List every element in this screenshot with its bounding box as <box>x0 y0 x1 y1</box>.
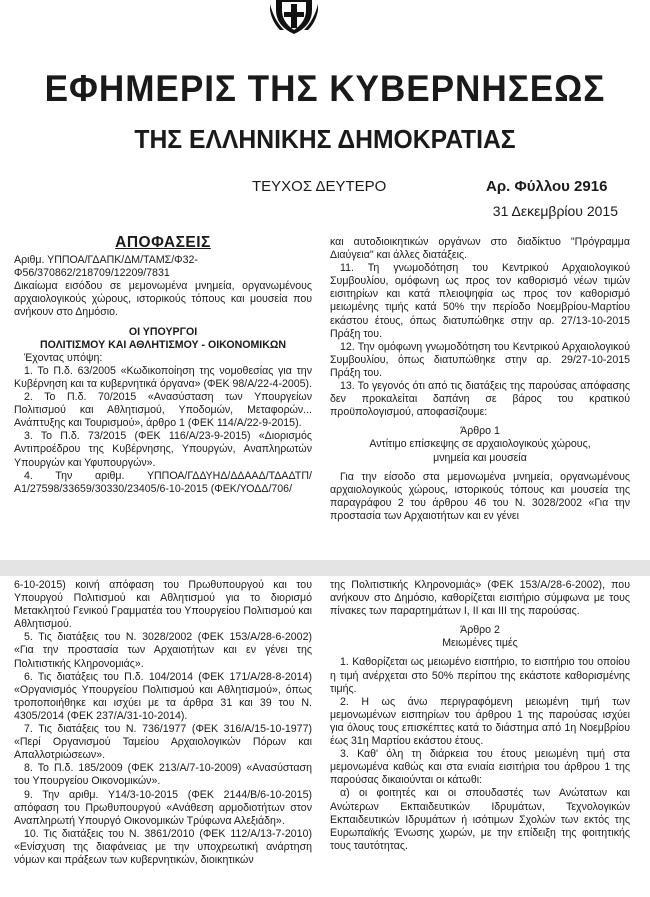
sheet-number: Αρ. Φύλλου 2916 <box>486 178 608 195</box>
greek-coat-of-arms-icon <box>270 0 318 34</box>
section-heading: ΑΠΟΦΑΣΕΙΣ <box>115 234 211 251</box>
issue-label: ΤΕΥΧΟΣ ΔΕΥΤΕΡΟ <box>252 178 387 195</box>
paragraph: της Πολιτιστικής Κληρονομιάς» (ΦΕΚ 153/Α/28-6-2002), που ανήκουν στο Δημόσιο, καθορίζεται εισιτήριο σύμφωνα με τους πίνακες των παραρτημάτων Ι, ΙΙ και ΙΙΙ της παρούσας. <box>330 579 630 618</box>
paragraph: α) οι φοιτητές και οι σπουδαστές των Ανώτατων και Ανώτερων Εκπαιδευτικών Ιδρυμάτων, Τεχνολογικών Εκπαιδευτικών Ιδρυμάτων ή ισότιμων Σχολών των εκτός της Ευρωπαϊκής Ένωσης χωρών, με την επίδειξη της φοιτητικής τους ταυτότητας. <box>330 787 630 852</box>
paragraph: 3. Καθ' όλη τη διάρκεια του έτους μειωμένη τιμή στα μεμονωμένα καθώς και στα ενιαία εισιτήρια του άρθρου 1 της παρούσας δικαιούνται οι κάτωθι: <box>330 748 630 787</box>
ministers-heading: ΠΟΛΙΤΙΣΜΟΥ ΚΑΙ ΑΘΛΗΤΙΣΜΟΥ - ΟΙΚΟΝΟΜΙΚΩΝ <box>39 338 287 351</box>
paragraph: 4. Την αριθμ. ΥΠΠΟΑ/ΓΔΔΥΗΔ/ΔΔΑΑΔ/ΤΔΑΔΤΠ/Α1/27598/33659/30330/23405/6-10-2015 (ΦΕΚ/ΥΟΔΔ/706/ <box>14 469 312 495</box>
paragraph: 10. Τις διατάξεις του Ν. 3861/2010 (ΦΕΚ 112/Α/13-7-2010) «Ενίσχυση της διαφάνειας με την υποχρεωτική ανάρτηση νόμων και πράξεων των κυβερνητικών, διοικητικών <box>14 827 312 866</box>
paragraph: 1. Το Π.δ. 63/2005 «Κωδικοποίηση της νομοθεσίας για την Κυβέρνηση και τα κυβερνητικά όργανα» (ΦΕΚ 98/Α/22-4-2005). <box>14 364 313 390</box>
gazette-title: ΕΦΗΜΕΡΙΣ ΤΗΣ ΚΥΒΕΡΝΗΣΕΩΣ <box>44 68 606 109</box>
paragraph: 9. Την αριθμ. Υ14/3-10-2015 (ΦΕΚ 2144/Β/6-10-2015) απόφαση του Πρωθυπουργού «Ανάθεση αρμοδιοτήτων στον Αναπληρωτή Υπουργό Οικονομικών Τρύφωνα Αλεξιάδη». <box>14 788 312 827</box>
article-heading: Άρθρο 1 <box>460 425 500 438</box>
article-title: Αντίτιμο επίσκεψης σε αρχαιολογικούς χώρους, <box>369 438 591 451</box>
paragraph: 7. Τις διατάξεις του Ν. 736/1977 (ΦΕΚ 316/Α/15-10-1977) «Περί Οργανισμού Ταμείου Αρχαιολογικών Πόρων και Απαλλοτριώσεων». <box>14 723 312 762</box>
decision-reference: Φ56/370862/218709/12209/7831 <box>14 267 170 280</box>
paragraph: Για την είσοδο στα μεμονωμένα μνημεία, οργανωμένους αρχαιολογικούς χώρους, ιστορικούς τόπους και μουσεία της παραγράφου 2 του άρθρου 46 του Ν. 3028/2002 «Για την προστασία των Αρχαιοτήτων και εν γένει <box>330 470 630 522</box>
article-title: μνημεία και μουσεία <box>433 451 527 464</box>
paragraph: Έχοντας υπόψη: <box>24 351 103 364</box>
page-separator <box>0 560 650 576</box>
paragraph: 6-10-2015) κοινή απόφαση του Πρωθυπουργού και του Υπουργού Πολιτισμού και Αθλητισμού για το διορισμό Μετακλητού Γενικού Γραμματέα του Υπουργείου Πολιτισμού και Αθλητισμού. <box>14 579 312 631</box>
decision-reference: Αριθμ. ΥΠΠΟΑ/ΓΔΑΠΚ/ΔΜ/ΤΑΜΣ/Φ32- <box>14 254 198 267</box>
column-right-top <box>330 236 630 523</box>
paragraph: και αυτοδιοικητικών οργάνων στο διαδίκτυο "Πρόγραμμα Διαύγεια" και άλλες διατάξεις. <box>330 236 630 262</box>
paragraph: 11. Τη γνωμοδότηση του Κεντρικού Αρχαιολογικού Συμβουλίου, ομόφωνη ως προς τον καθορισμό νέων τιμών εισιτηρίων και κατά πλειοψηφία ως προς τον καθορισμό μειωμένης τιμής κατά 50% την περίοδο Νοεμβρίου-Μαρτίου εκάστου έτους, όπως διατυπώθηκε στην αρ. 27/13-10-2015 Πράξη του. <box>330 262 630 340</box>
ministers-heading: ΟΙ ΥΠΟΥΡΓΟΙ <box>128 325 198 338</box>
paragraph: 3. Το Π.δ. 73/2015 (ΦΕΚ 116/Α/23-9-2015) «Διορισμός Αντιπροέδρου της Κυβέρνησης, Υπουργών, Αναπληρωτών Υπουργών και Υφυπουργών». <box>14 430 312 469</box>
paragraph: 13. Το γεγονός ότι από τις διατάξεις της παρούσας απόφασης δεν προκαλείται δαπάνη σε βάρος του κρατικού προϋπολογισμού, αποφασίζουμε: <box>330 380 630 419</box>
paragraph: 12. Την ομόφωνη γνωμοδότηση του Κεντρικού Αρχαιολογικού Συμβουλίου, όπως διατυπώθηκε στην αρ. 29/27-10-2015 Πράξη του. <box>330 340 630 379</box>
column-left-bottom <box>14 579 312 867</box>
article-title: Μειωμένες τιμές <box>442 637 518 650</box>
paragraph: 5. Τις διατάξεις του Ν. 3028/2002 (ΦΕΚ 153/Α/28-6-2002) «Για την προστασία των Αρχαιοτήτων και εν γένει της Πολιτιστικής Κληρονομιάς». <box>14 631 312 670</box>
decision-subject: Δικαίωμα εισόδου σε μεμονωμένα μνημεία, οργανωμένους αρχαιολογικούς χώρους, ιστορικούς τόπους και μουσεία που ανήκουν στο Δημόσιο. <box>14 280 312 319</box>
gazette-subtitle: ΤΗΣ ΕΛΛΗΝΙΚΗΣ ΔΗΜΟΚΡΑΤΙΑΣ <box>134 124 516 154</box>
paragraph: 8. Το Π.δ. 185/2009 (ΦΕΚ 213/Α/7-10-2009) «Ανασύσταση του Υπουργείου Οικονομικών». <box>14 762 312 788</box>
paragraph: 6. Τις διατάξεις του Π.δ. 104/2014 (ΦΕΚ 171/Α/28-8-2014) «Οργανισμός Υπουργείου Πολιτισμού και Αθλητισμού», όπως τροποποιήθηκε και ισχύει με τα άρθρα 31 και 39 του Ν. 4305/2014 (ΦΕΚ 237/Α/31-10-2014). <box>14 670 312 722</box>
paragraph: 2. Η ως άνω περιγραφόμενη μειωμένη τιμή των μεμονωμένων εισιτηρίων του άρθρου 1 της παρούσας ισχύει για όλους τους επισκέπτες κατά το διάστημα από 1η Νοεμβρίου έως 31η Μαρτίου εκάστου έτους. <box>330 695 630 748</box>
paragraph: 1. Καθορίζεται ως μειωμένο εισιτήριο, το εισιτήριο του οποίου η τιμή ανέρχεται στο 50% περίπου της εκάστοτε καθορισμένης τιμής. <box>330 656 630 695</box>
issue-date: 31 Δεκεμβρίου 2015 <box>492 203 618 219</box>
paragraph: 2. Το Π.δ. 70/2015 «Ανασύσταση των Υπουργείων Πολιτισμού και Αθλητισμού, Υποδομών, Μεταφορών... Ανάπτυξης και Τουρισμού», άρθρο 1 (ΦΕΚ 114/Α/22-9-2015). <box>14 391 312 430</box>
column-left-top <box>14 236 312 496</box>
column-right-bottom <box>330 579 630 853</box>
article-heading: Άρθρο 2 <box>460 624 500 637</box>
